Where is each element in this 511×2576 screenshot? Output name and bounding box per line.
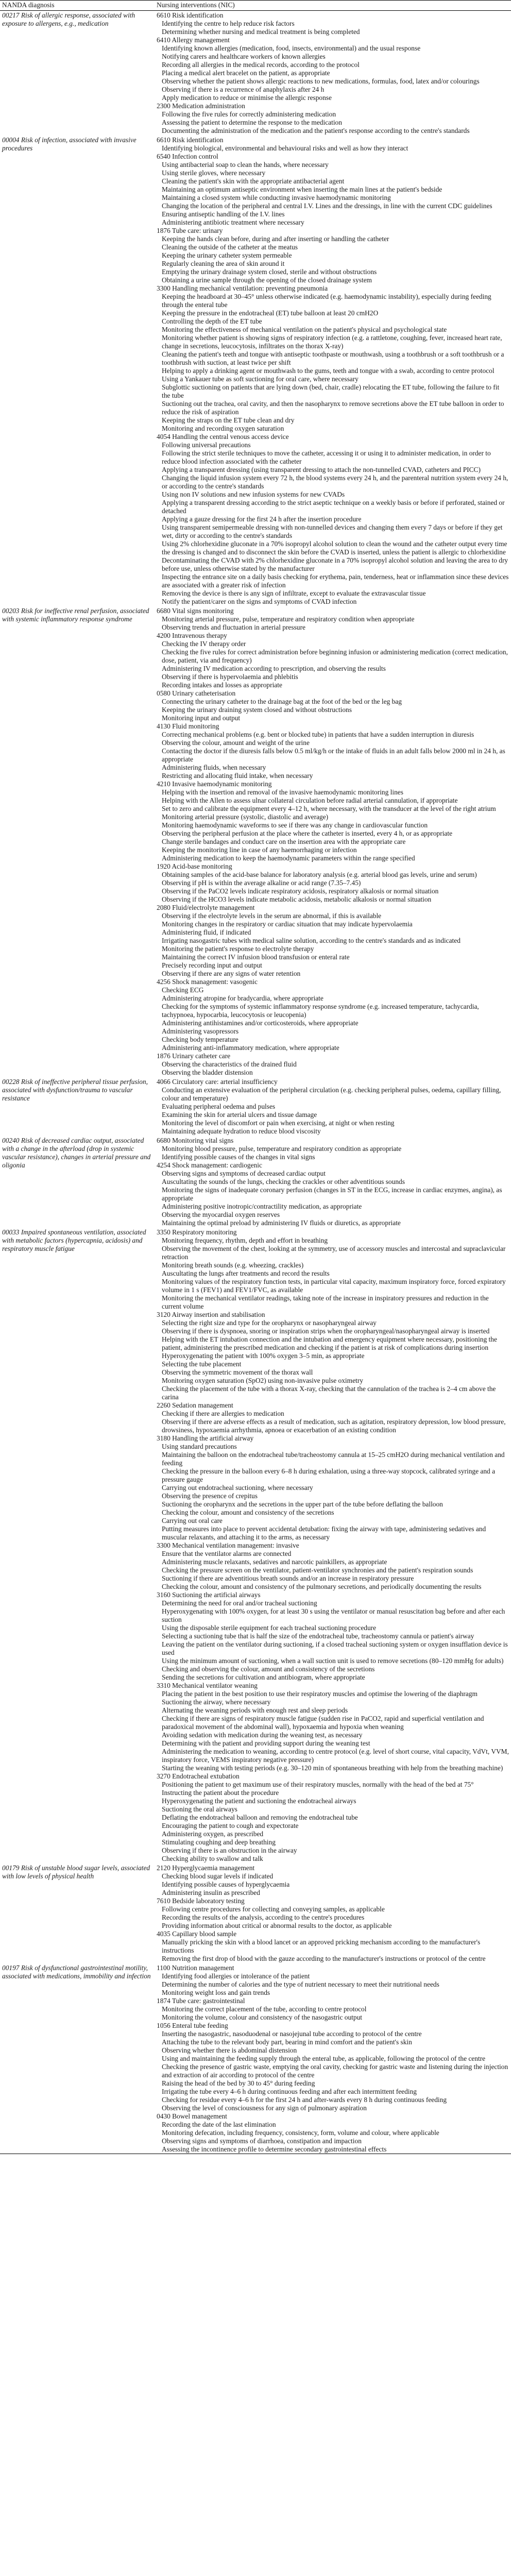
intervention-activity: Monitoring haemodynamic waveforms to see if there was any change in cardiovascular function <box>162 821 428 829</box>
intervention-activity: Observing if there are adverse effects as a result of medication, such as agitation, respiratory depression, low blood pressure, drowsiness, hypoxaemia arrhythmia, apnoea or exacerbation of an existing condition <box>162 1418 506 1434</box>
intervention-activity: Administering IV medication according to prescription, and observing the results <box>162 665 386 672</box>
intervention-activity: Monitoring input and output <box>162 714 241 722</box>
intervention-heading: 4200 Intravenous therapy <box>157 632 227 639</box>
intervention-heading: 1876 Tube care: urinary <box>157 227 223 234</box>
intervention-activity: Subglottic suctioning on patients that are lying down (bed, chair, cradle) relocating the ET tube, following the failure to fit the tube <box>162 383 500 399</box>
intervention-activity: Suctioning if there are adventitious breath sounds and/or an increase in respiratory pressure <box>162 1574 414 1582</box>
intervention-activity: Recording intakes and losses as appropriate <box>162 681 282 689</box>
intervention-activity: Alternating the weaning periods with enough rest and sleep periods <box>162 1706 348 1714</box>
intervention-activity: Ensuring antiseptic handling of the I.V. lines <box>162 210 285 218</box>
intervention-activity: Observing if there is an obstruction in the airway <box>162 1846 297 1854</box>
intervention-activity: Suctioning the oropharynx and the secretions in the upper part of the tube before deflating the balloon <box>162 1500 443 1508</box>
intervention-activity: Obtaining samples of the acid-base balance for laboratory analysis (e.g. arterial blood gas levels, urine and serum) <box>162 871 477 878</box>
intervention-heading: 4035 Capillary blood sample <box>157 1930 237 1938</box>
intervention-activity: Checking if there are allergies to medication <box>162 1410 284 1417</box>
intervention-heading: 4130 Fluid monitoring <box>157 722 219 730</box>
intervention-heading: 0430 Bowel management <box>157 2112 227 2120</box>
intervention-activity: Observing trends and fluctuation in arterial pressure <box>162 623 305 631</box>
intervention-heading: 3160 Suctioning the artificial airways <box>157 1591 261 1599</box>
intervention-activity: Using sterile gloves, where necessary <box>162 169 266 177</box>
intervention-activity: Controlling the depth of the ET tube <box>162 317 262 325</box>
intervention-activity: Selecting a suctioning tube that is half the size of the endotracheal tube, tracheostomy cannula or patient's airway <box>162 1632 474 1640</box>
intervention-activity: Checking for residue every 4–6 h for the first 24 h and after-wards every 8 h during continuous feeding <box>162 2096 447 2104</box>
intervention-activity: Monitoring breath sounds (e.g. wheezing, crackles) <box>162 1261 304 1269</box>
intervention-activity: Following universal precautions <box>162 441 251 449</box>
intervention-heading: 6610 Risk identification <box>157 136 224 144</box>
intervention-activity: Recording all allergies in the medical records, according to the protocol <box>162 61 360 69</box>
nanda-diagnosis-cell: 00217 Risk of allergic response, associated with exposure to allergens, e.g., medication <box>0 11 155 135</box>
intervention-activity: Using antibacterial soap to clean the hands, where necessary <box>162 161 329 168</box>
intervention-activity: Administering oxygen, as prescribed <box>162 1830 264 1838</box>
intervention-activity: Monitoring the level of discomfort or pain when exercising, at night or when resting <box>162 1119 395 1127</box>
intervention-activity: Conducting an extensive evaluation of the peripheral circulation (e.g. checking peripheral pulses, oedema, capillary filling, colour and temperature) <box>162 1086 501 1102</box>
nanda-diagnosis-cell: 00197 Risk of dysfunctional gastrointestinal motility, associated with medications, immobility and infection <box>0 1963 155 2154</box>
intervention-activity: Identifying possible causes of the changes in vital signs <box>162 1153 315 1161</box>
intervention-activity: Observing the myocardial oxygen reserves <box>162 1211 280 1218</box>
intervention-activity: Recording the date of the last elimination <box>162 2121 276 2128</box>
intervention-activity: Cleaning the patient's teeth and tongue with antiseptic toothpaste or mouthwash, using a toothbrush or a soft toothbrush or a toothbrush with suction, at least twice per shift <box>162 350 504 366</box>
intervention-heading: 1100 Nutrition management <box>157 1964 234 1972</box>
intervention-activity: Contacting the doctor if the diuresis falls below 0.5 ml/kg/h or the intake of fluids in an adult falls below 2000 ml in 24 h, as appropriate <box>162 747 505 763</box>
intervention-activity: Changing the location of the peripheral and central I.V. Lines and the dressings, in line with the current CDC guidelines <box>162 202 492 210</box>
intervention-activity: Change sterile bandages and conduct care on the insertion area with the appropriate care <box>162 838 406 845</box>
intervention-activity: Keeping the monitoring line in case of any haemorrhaging or infection <box>162 846 357 854</box>
intervention-heading: 3300 Mechanical ventilation management: invasive <box>157 1541 299 1549</box>
intervention-activity: Carrying out endotracheal suctioning, where necessary <box>162 1484 313 1492</box>
intervention-activity: Placing a medical alert bracelet on the patient, as appropriate <box>162 69 330 77</box>
intervention-activity: Recording the results of the analysis, according to the centre's procedures <box>162 1913 365 1921</box>
intervention-activity: Keeping the pressure in the endotracheal (ET) tube balloon at least 20 cmH2O <box>162 309 379 317</box>
intervention-activity: Observing the characteristics of the drained fluid <box>162 1060 297 1068</box>
intervention-activity: Selecting the right size and type for the oropharynx or nasopharyngeal airway <box>162 1319 377 1327</box>
nic-interventions-cell <box>155 1863 511 1963</box>
intervention-activity: Observing signs and symptoms of decreased cardiac output <box>162 1170 326 1177</box>
intervention-heading: 2260 Sedation management <box>157 1401 233 1409</box>
intervention-activity: Observing whether the patient shows allergic reactions to new medications, formulas, food, latex and/or colourings <box>162 77 480 85</box>
intervention-activity: Suctioning out the trachea, oral cavity, and then the nasopharynx to remove secretions above the ET tube balloon in order to reduce the risk of aspiration <box>162 400 504 416</box>
intervention-activity: Using a Yankauer tube as soft suctioning for oral care, where necessary <box>162 375 359 383</box>
intervention-activity: Examining the skin for arterial ulcers and tissue damage <box>162 1111 317 1118</box>
intervention-heading: 1056 Enteral tube feeding <box>157 2022 228 2029</box>
table-row <box>0 1228 511 1863</box>
nanda-diagnosis-cell: 00203 Risk for ineffective renal perfusion, associated with systemic inflammatory response syndrome <box>0 606 155 1077</box>
intervention-activity: Observing signs and symptoms of diarrhoea, constipation and impaction <box>162 2137 362 2145</box>
intervention-activity: Administering anti-inflammatory medication, where appropriate <box>162 1044 339 1052</box>
intervention-activity: Checking the IV therapy order <box>162 640 246 648</box>
intervention-activity: Suctioning the airway, where necessary <box>162 1698 271 1706</box>
table-row <box>0 1963 511 2154</box>
nanda-diagnosis-cell: 00033 Impaired spontaneous ventilation, associated with metabolic factors (hypercapnia, acidosis) and respiratory muscle fatigue <box>0 1228 155 1863</box>
intervention-activity: Raising the head of the bed by 30 to 45° during feeding <box>162 2079 315 2087</box>
intervention-heading: 0580 Urinary catheterisation <box>157 689 236 697</box>
intervention-activity: Observing if there is hypervolaemia and phlebitis <box>162 673 298 681</box>
intervention-activity: Observing if the electrolyte levels in the serum are abnormal, if this is available <box>162 912 382 920</box>
intervention-activity: Observing the presence of crepitus <box>162 1492 258 1500</box>
nic-interventions-cell <box>155 11 511 135</box>
nic-interventions-cell <box>155 1963 511 2154</box>
intervention-activity: Checking the placement of the tube with a thorax X-ray, checking that the cannulation of the trachea is 2–4 cm above the carina <box>162 1385 496 1401</box>
intervention-activity: Checking the colour, amount and consistency of the pulmonary secretions, and periodically documenting the results <box>162 1583 482 1590</box>
intervention-activity: Keeping the urinary catheter system permeable <box>162 251 292 259</box>
intervention-activity: Observing whether there is abdominal distension <box>162 2046 297 2054</box>
intervention-activity: Inserting the nasogastric, nasoduodenal or nasojejunal tube according to protocol of the centre <box>162 2030 422 2038</box>
intervention-activity: Hyperoxygenating the patient with 100% oxygen 3–5 min, as appropriate <box>162 1352 365 1360</box>
intervention-activity: Notifying carers and healthcare workers of known allergies <box>162 53 326 60</box>
intervention-activity: Deflating the endotracheal balloon and removing the endotracheal tube <box>162 1814 358 1821</box>
intervention-heading: 6680 Vital signs monitoring <box>157 607 234 615</box>
intervention-heading: 3180 Handling the artificial airway <box>157 1434 254 1442</box>
intervention-activity: Administering fluid, if indicated <box>162 928 251 936</box>
intervention-activity: Monitoring frequency, rhythm, depth and effort in breathing <box>162 1236 328 1244</box>
intervention-activity: Monitoring the correct placement of the tube, according to centre protocol <box>162 2005 367 2013</box>
intervention-activity: Monitoring the patient's response to electrolyte therapy <box>162 945 314 953</box>
intervention-activity: Observing if there is a recurrence of anaphylaxis after 24 h <box>162 86 325 93</box>
nic-interventions-cell <box>155 135 511 606</box>
nanda-diagnosis-cell: 00240 Risk of decreased cardiac output, associated with a change in the afterload (drop in systemic vascular resistance), changes in arterial pressure and oligonia <box>0 1136 155 1228</box>
intervention-activity: Administering insulin as prescribed <box>162 1889 260 1896</box>
intervention-activity: Checking ability to swallow and talk <box>162 1855 263 1862</box>
intervention-activity: Helping with the Allen to assess ulnar collateral circulation before radial arterial cannulation, if appropriate <box>162 796 458 804</box>
intervention-activity: Following the strict sterile techniques to move the catheter, accessing it or using it to administer medication, in order to reduce blood infection associated with the catheter <box>162 449 491 465</box>
intervention-activity: Maintaining a closed system while conducting invasive haemodynamic monitoring <box>162 194 391 201</box>
intervention-heading: 4066 Circulatory care: arterial insufficiency <box>157 1078 278 1086</box>
intervention-activity: Following the five rules for correctly administering medication <box>162 110 336 118</box>
intervention-activity: Documenting the administration of the medication and the patient's response according to the centre's standards <box>162 127 470 134</box>
intervention-activity: Apply medication to reduce or minimise the allergic response <box>162 94 332 101</box>
intervention-activity: Hyperoxygenating the patient and suctioning the endotracheal airways <box>162 1797 356 1805</box>
nanda-diagnosis-cell: 00228 Risk of ineffective peripheral tissue perfusion, associated with dysfunction/trauma to vascular resistance <box>0 1077 155 1136</box>
intervention-activity: Monitoring the signs of inadequate coronary perfusion (changes in ST in the ECG, increase in cardiac enzymes, angina), as appropriate <box>162 1186 502 1202</box>
intervention-activity: Administering vasopressors <box>162 1027 239 1035</box>
intervention-activity: Cleaning the patient's skin with the appropriate antibacterial agent <box>162 177 345 185</box>
table-row <box>0 11 511 135</box>
intervention-activity: Identifying food allergies or intolerance of the patient <box>162 1972 310 1980</box>
intervention-activity: Using the minimum amount of suctioning, when a wall suction unit is used to remove secretions (80–120 mmHg for adults) <box>162 1657 504 1665</box>
intervention-activity: Assessing the incontinence profile to determine secondary gastrointestinal effects <box>162 2145 387 2153</box>
intervention-activity: Providing information about critical or abnormal results to the doctor, as applicable <box>162 1922 392 1929</box>
table-header-row <box>0 1 511 11</box>
intervention-heading: 6540 Infection control <box>157 152 218 160</box>
intervention-activity: Checking the five rules for correct administration before beginning infusion or administering medication (correct medication, dose, patient, via and frequency) <box>162 648 508 664</box>
intervention-activity: Correcting mechanical problems (e.g. bent or blocked tube) in patients that have a sudden interruption in diuresis <box>162 731 474 738</box>
intervention-heading: 6410 Allergy management <box>157 36 230 44</box>
intervention-activity: Keeping the hands clean before, during and after inserting or handling the catheter <box>162 235 389 243</box>
intervention-heading: 3310 Mechanical ventilator weaning <box>157 1682 258 1689</box>
intervention-activity: Checking the presence of gastric waste, emptying the oral cavity, checking for gastric waste and listening during the injection and extraction of air according to protocol of the centre <box>162 2063 508 2079</box>
intervention-activity: Administering positive inotropic/contractility medication, as appropriate <box>162 1202 362 1210</box>
intervention-activity: Following centre procedures for collecting and conveying samples, as applicable <box>162 1905 385 1913</box>
intervention-activity: Irrigating the tube every 4–6 h during continuous feeding and after each intermittent feeding <box>162 2088 417 2095</box>
intervention-heading: 3350 Respiratory monitoring <box>157 1228 237 1236</box>
table-row <box>0 1136 511 1228</box>
intervention-activity: Applying a transparent dressing according to the strict aseptic technique on a weekly basis or before if perforated, stained or detached <box>162 499 505 515</box>
intervention-activity: Emptying the urinary drainage system closed, sterile and without obstructions <box>162 268 377 276</box>
intervention-activity: Observing the movement of the chest, looking at the symmetry, use of accessory muscles and intercostal and supraclavicular retraction <box>162 1245 506 1261</box>
intervention-activity: Identifying the centre to help reduce risk factors <box>162 20 295 27</box>
intervention-heading: 1920 Acid-base monitoring <box>157 862 232 870</box>
intervention-activity: Using non IV solutions and new infusion systems for new CVADs <box>162 490 345 498</box>
intervention-activity: Identifying biological, environmental and behavioural risks and well as how they interact <box>162 144 408 152</box>
intervention-activity: Obtaining a urine sample through the opening of the closed drainage system <box>162 276 372 284</box>
intervention-activity: Changing the liquid infusion system every 72 h, the blood systems every 24 h, and the parenteral nutrition system every 24 h, or according to the centre's standards <box>162 474 508 490</box>
intervention-activity: Observing the level of consciousness for any sign of pulmonary aspiration <box>162 2104 367 2112</box>
column-header-interventions: Nursing interventions (NIC) <box>155 1 511 11</box>
intervention-activity: Inspecting the entrance site on a daily basis checking for erythema, pain, tenderness, heat or inflammation since these devices are associated with a greater risk of infection <box>162 573 509 589</box>
nic-interventions-cell <box>155 1136 511 1228</box>
nic-interventions-cell <box>155 1228 511 1863</box>
intervention-activity: Monitoring values of the respiratory function tests, in particular vital capacity, maximum inspiratory force, forced expiratory volume in 1 s (FEV1) and FEV1/FVC, as available <box>162 1278 506 1294</box>
intervention-activity: Checking if there are signs of respiratory muscle fatigue (sudden rise in PaCO2, rapid and superficial ventilation and paradoxical movement of the abdominal wall), hypoxaemia and hypoxia when weaning <box>162 1715 484 1731</box>
intervention-activity: Monitoring defecation, including frequency, consistency, form, volume and colour, where applicable <box>162 2129 439 2137</box>
intervention-activity: Hyperoxygenating with 100% oxygen, for at least 30 s using the ventilator or manual resuscitation bag before and after each suction <box>162 1607 505 1623</box>
table-row <box>0 135 511 606</box>
intervention-activity: Carrying out oral care <box>162 1517 223 1524</box>
intervention-activity: Observing the colour, amount and weight of the urine <box>162 739 310 747</box>
intervention-activity: Maintaining the correct IV infusion blood transfusion or enteral rate <box>162 953 350 961</box>
intervention-activity: Positioning the patient to get maximum use of their respiratory muscles, normally with the head of the bed at 75° <box>162 1781 474 1788</box>
intervention-activity: Administering antibiotic treatment where necessary <box>162 218 304 226</box>
nic-interventions-cell <box>155 606 511 1077</box>
intervention-activity: Checking ECG <box>162 986 204 994</box>
intervention-activity: Maintaining adequate hydration to reduce blood viscosity <box>162 1127 321 1135</box>
intervention-activity: Sending the secretions for cultivation and antibiogram, where appropriate <box>162 1673 365 1681</box>
intervention-activity: Monitoring the volume, colour and consistency of the nasogastric output <box>162 2013 362 2021</box>
intervention-activity: Administering the medication to weaning, according to centre protocol (e.g. level of short course, vital capacity, VdVt, VVM, inspiratory force, VEMS inspiratory negative pressure) <box>162 1748 509 1764</box>
intervention-activity: Observing the bladder distension <box>162 1069 253 1076</box>
intervention-activity: Identifying known allergies (medication, food, insects, environmental) and the usual response <box>162 44 421 52</box>
intervention-heading: 1876 Urinary catheter care <box>157 1052 231 1060</box>
intervention-activity: Monitoring oxygen saturation (SpO2) using non-invasive pulse oximetry <box>162 1377 363 1384</box>
intervention-activity: Set to zero and calibrate the equipment every 4–12 h, where necessary, with the transducer at the level of the right atrium <box>162 805 496 812</box>
intervention-activity: Using 2% chlorhexidine gluconate in a 70% isopropyl alcohol solution to clean the wound and the catheter output every time the dressing is changed and to disconnect the skin before the CVAD is inserted, unless the patient is allergic to chlorhexidine <box>162 540 507 556</box>
intervention-activity: Monitoring arterial pressure (systolic, diastolic and average) <box>162 813 329 821</box>
table-body <box>0 11 511 2154</box>
intervention-heading: 4256 Shock management: vasogenic <box>157 978 258 986</box>
intervention-activity: Removing the device is there is any sign of infiltrate, except to evaluate the extravascular tissue <box>162 589 426 597</box>
intervention-activity: Administering antihistamines and/or corticosteroids, where appropriate <box>162 1019 359 1027</box>
intervention-activity: Checking and observing the colour, amount and consistency of the secretions <box>162 1665 375 1673</box>
intervention-activity: Monitoring arterial pressure, pulse, temperature and respiratory condition when appropriate <box>162 615 415 623</box>
intervention-activity: Using and maintaining the feeding supply through the enteral tube, as applicable, following the protocol of the centre <box>162 2055 486 2062</box>
intervention-activity: Maintaining the balloon on the endotracheal tube/tracheostomy cannula at 15–25 cmH2O during mechanical ventilation and feeding <box>162 1451 505 1467</box>
intervention-activity: Observing if the HCO3 levels indicate metabolic acidosis, metabolic alkalosis or normal situation <box>162 895 432 903</box>
intervention-heading: 1874 Tube care: gastrointestinal <box>157 1997 245 2005</box>
intervention-heading: 2120 Hyperglycaemia management <box>157 1864 255 1872</box>
intervention-activity: Using standard precautions <box>162 1443 237 1450</box>
intervention-activity: Encouraging the patient to cough and expectorate <box>162 1822 299 1829</box>
intervention-heading: 2300 Medication administration <box>157 102 245 110</box>
intervention-activity: Keeping the urinary draining system closed and without obstructions <box>162 706 352 714</box>
intervention-activity: Auscultating the lungs after treatments and record the results <box>162 1269 330 1277</box>
intervention-activity: Checking the pressure screen on the ventilator, patient-ventilator synchronies and the patient's respiration sounds <box>162 1566 473 1574</box>
intervention-activity: Maintaining the optimal preload by administering IV fluids or diuretics, as appropriate <box>162 1219 401 1227</box>
intervention-heading: 4054 Handling the central venous access device <box>157 433 289 440</box>
intervention-activity: Placing the patient in the best position to use their respiratory muscles and optimise the lowering of the diaphragm <box>162 1690 478 1698</box>
intervention-activity: Checking blood sugar levels if indicated <box>162 1872 274 1880</box>
intervention-activity: Monitoring blood pressure, pulse, temperature and respiratory condition as appropriate <box>162 1145 402 1153</box>
table-row <box>0 1077 511 1136</box>
intervention-activity: Cleaning the outside of the catheter at the meatus <box>162 243 298 251</box>
intervention-activity: Irrigating nasogastric tubes with medical saline solution, according to the centre's standards and as indicated <box>162 937 461 944</box>
intervention-activity: Helping with the ET intubation connection and the intubation and emergency equipment where necessary, positioning the patient, administering the prescribed medication and checking if the patient is at risk of complications during insertion <box>162 1335 497 1351</box>
intervention-activity: Putting measures into place to prevent accidental detubation: fixing the airway with tape, administering sedatives and muscular relaxants, and attaching it to the arms, as necessary <box>162 1525 486 1541</box>
intervention-activity: Ensure that the ventilator alarms are connected <box>162 1550 292 1557</box>
intervention-activity: Determining whether nursing and medical treatment is being completed <box>162 28 360 36</box>
intervention-activity: Decontaminating the CVAD with 2% chlorhexidine gluconate in a 70% isopropyl alcohol solution and leaving the area to dry before use, unless otherwise stated by the manufacturer <box>162 556 508 572</box>
intervention-activity: Selecting the tube placement <box>162 1360 242 1368</box>
intervention-heading: 3300 Handling mechanical ventilation: preventing pneumonia <box>157 284 328 292</box>
intervention-activity: Notify the patient/carer on the signs and symptoms of CVAD infection <box>162 598 357 605</box>
intervention-activity: Applying a gauze dressing for the first 24 h after the insertion procedure <box>162 515 362 523</box>
intervention-heading: 6680 Monitoring vital signs <box>157 1137 234 1144</box>
intervention-activity: Determining the need for oral and/or tracheal suctioning <box>162 1599 317 1607</box>
nic-interventions-cell <box>155 1077 511 1136</box>
intervention-activity: Attaching the tube to the relevant body part, bearing in mind comfort and the patient's skin <box>162 2038 412 2046</box>
intervention-heading: 4254 Shock management: cardiogenic <box>157 1161 262 1169</box>
intervention-heading: 3270 Endotracheal extubation <box>157 1772 240 1780</box>
intervention-activity: Administering atropine for bradycardia, where appropriate <box>162 994 323 1002</box>
nanda-diagnosis-cell: 00004 Risk of infection, associated with invasive procedures <box>0 135 155 606</box>
intervention-heading: 2080 Fluid/electrolyte management <box>157 904 255 911</box>
intervention-activity: Instructing the patient about the procedure <box>162 1789 279 1797</box>
table-row <box>0 1863 511 1963</box>
intervention-activity: Evaluating peripheral oedema and pulses <box>162 1103 276 1110</box>
intervention-activity: Helping to apply a drinking agent or mouthwash to the gums, teeth and tongue with a swab, according to centre protocol <box>162 367 495 375</box>
intervention-activity: Suctioning the oral airways <box>162 1805 237 1813</box>
intervention-activity: Keeping the straps on the ET tube clean and dry <box>162 416 295 424</box>
intervention-activity: Applying a transparent dressing (using transparent dressing to attach the non-tunnelled CVAD, catheters and PICC) <box>162 466 481 473</box>
intervention-activity: Monitoring and recording oxygen saturation <box>162 425 284 432</box>
intervention-activity: Monitoring the effectiveness of mechanical ventilation on the patient's physical and psychological state <box>162 326 447 333</box>
intervention-activity: Assessing the patient to determine the response to the medication <box>162 118 342 126</box>
intervention-activity: Checking for the symptoms of systemic inflammatory response syndrome (e.g. increased temperature, tachycardia, tachypnoea, hypocarbia, leucocytosis or leucopenia) <box>162 1003 479 1019</box>
intervention-activity: Manually pricking the skin with a blood lancet or an approved pricking mechanism according to the manufacturer's instructions <box>162 1938 481 1954</box>
intervention-activity: Helping with the insertion and removal of the invasive haemodynamic monitoring lines <box>162 788 403 796</box>
intervention-activity: Starting the weaning with testing periods (e.g. 30–120 min of spontaneous breathing with help from the breathing machine) <box>162 1764 503 1772</box>
intervention-heading: 3120 Airway insertion and stabilisation <box>157 1311 265 1318</box>
intervention-activity: Using the disposable sterile equipment for each tracheal suctioning procedure <box>162 1624 377 1632</box>
intervention-activity: Checking body temperature <box>162 1036 239 1043</box>
nanda-diagnosis-cell: 00179 Risk of unstable blood sugar levels, associated with low levels of physical health <box>0 1863 155 1963</box>
intervention-activity: Using transparent semipermeable dressing with non-tunnelled devices and changing them every 7 days or before if they get wet, dirty or according to the centre's standards <box>162 523 503 539</box>
intervention-heading: 4210 Invasive haemodynamic monitoring <box>157 780 272 788</box>
intervention-activity: Checking the colour, amount and consistency of the secretions <box>162 1509 334 1516</box>
intervention-activity: Connecting the urinary catheter to the drainage bag at the foot of the bed or the leg bag <box>162 698 402 705</box>
intervention-activity: Observing the peripheral perfusion at the place where the catheter is inserted, every 4 h, or as appropriate <box>162 829 453 837</box>
intervention-activity: Administering medication to keep the haemodynamic parameters within the range specified <box>162 854 415 862</box>
intervention-activity: Precisely recording input and output <box>162 961 262 969</box>
intervention-activity: Stimulating coughing and deep breathing <box>162 1838 276 1846</box>
intervention-activity: Administering fluids, when necessary <box>162 764 266 771</box>
intervention-activity: Determining with the patient and providing support during the weaning test <box>162 1739 370 1747</box>
intervention-heading: 6610 Risk identification <box>157 11 224 19</box>
column-header-diagnosis: NANDA diagnosis <box>0 1 155 11</box>
intervention-activity: Observing if there is dyspnoea, snoring or inspiration strips when the oropharyngeal/nasopharyngeal airway is inserted <box>162 1327 490 1335</box>
intervention-activity: Auscultating the sounds of the lungs, checking the crackles or other adventitious sounds <box>162 1178 405 1185</box>
intervention-activity: Monitoring changes in the respiratory or cardiac situation that may indicate hypervolaemia <box>162 920 413 928</box>
intervention-activity: Observing if pH is within the average alkaline or acid range (7.35–7.45) <box>162 879 361 887</box>
intervention-activity: Observing if there are any signs of water retention <box>162 970 301 977</box>
table-row <box>0 606 511 1077</box>
intervention-activity: Determining the number of calories and the type of nutrient necessary to meet their nutritional needs <box>162 1980 439 1988</box>
intervention-activity: Maintaining an optimum antiseptic environment when inserting the main lines at the patient's bedside <box>162 185 442 193</box>
intervention-activity: Monitoring weight loss and gain trends <box>162 1989 270 1996</box>
intervention-activity: Leaving the patient on the ventilator during suctioning, if a closed tracheal suctioning system or oxygen insufflation device is used <box>162 1640 508 1656</box>
intervention-activity: Keeping the headboard at 30–45° unless otherwise indicated (e.g. haemodynamic instability), especially during feeding through the enteral tube <box>162 293 491 309</box>
intervention-heading: 7610 Bedside laboratory testing <box>157 1897 245 1905</box>
intervention-activity: Observing the symmetric movement of the thorax wall <box>162 1368 313 1376</box>
intervention-activity: Observing if the PaCO2 levels indicate respiratory acidosis, respiratory alkalosis or normal situation <box>162 887 439 895</box>
intervention-activity: Monitoring whether patient is showing signs of respiratory infection (e.g. a rattletone, coughing, fever, increased heart rate, change in secretions, leucocytosis, infiltrates on the thorax X-ray) <box>162 334 502 350</box>
intervention-activity: Regularly cleaning the area of skin around it <box>162 260 285 267</box>
intervention-activity: Identifying possible causes of hyperglycaemia <box>162 1880 290 1888</box>
intervention-activity: Monitoring the mechanical ventilator readings, taking note of the increase in inspiratory pressures and reduction in the current volume <box>162 1294 489 1310</box>
intervention-activity: Avoiding sedation with medication during the weaning test, as necessary <box>162 1731 363 1739</box>
intervention-activity: Removing the first drop of blood with the gauze according to the manufacturer's instructions or protocol of the centre <box>162 1955 486 1962</box>
intervention-activity: Administering muscle relaxants, sedatives and narcotic painkillers, as appropriate <box>162 1558 387 1566</box>
intervention-activity: Restricting and allocating fluid intake, when necessary <box>162 772 313 779</box>
intervention-activity: Checking the pressure in the balloon every 6–8 h during exhalation, using a three-way stopcock, calibrated syringe and a pressure gauge <box>162 1467 496 1483</box>
